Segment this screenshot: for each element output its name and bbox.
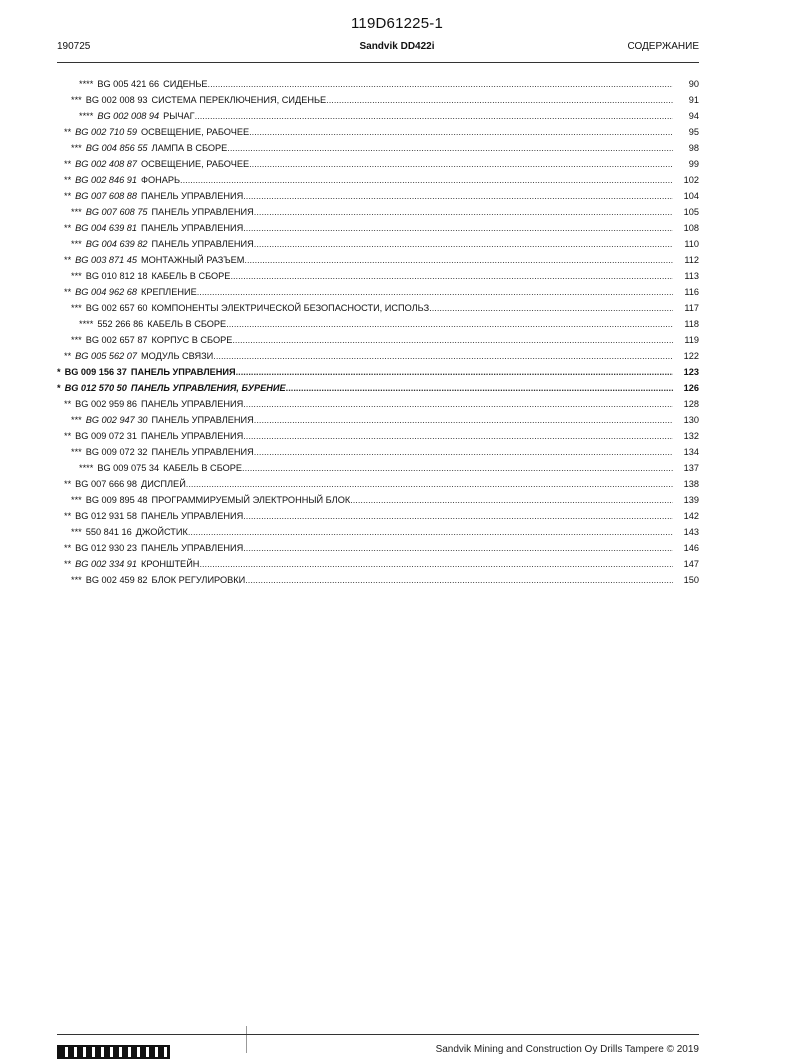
toc-entry[interactable] xyxy=(57,364,699,380)
toc-entry-level: ** xyxy=(64,559,72,569)
toc-entry-page: 146 xyxy=(683,543,699,553)
toc-entry-code: BG 002 657 87 xyxy=(85,335,148,345)
toc-entry-code: BG 009 895 48 xyxy=(85,495,148,505)
toc-entry-code: BG 003 871 45 xyxy=(75,255,137,265)
toc-entry-page: 138 xyxy=(683,479,699,489)
dot-leader xyxy=(197,284,673,300)
toc-entry-title: МОНТАЖНЫЙ РАЗЪЕМ xyxy=(140,255,245,265)
toc-entry-page: 99 xyxy=(688,159,699,169)
toc-entry[interactable] xyxy=(57,332,699,348)
toc-entry-level: *** xyxy=(71,447,82,457)
toc-entry-title: ПАНЕЛЬ УПРАВЛЕНИЯ xyxy=(151,415,254,425)
toc-entry-title: КАБЕЛЬ В СБОРЕ xyxy=(163,463,243,473)
toc-entry-level: * xyxy=(57,383,61,393)
section-title: СОДЕРЖАНИЕ xyxy=(627,41,699,52)
dot-leader xyxy=(230,268,673,284)
toc-entry-code: BG 007 608 88 xyxy=(75,191,137,201)
toc-entry-code: BG 002 459 82 xyxy=(85,575,148,585)
dot-leader xyxy=(432,300,673,316)
toc-entry-page: 132 xyxy=(683,431,699,441)
dot-leader xyxy=(242,460,673,476)
toc-entry-title: РЫЧАГ xyxy=(163,111,195,121)
toc-entry-level: *** xyxy=(71,143,82,153)
toc-entry-title: БЛОК РЕГУЛИРОВКИ xyxy=(151,575,246,585)
toc-entry[interactable] xyxy=(57,428,699,444)
toc-entry-title: КОРПУС В СБОРЕ xyxy=(151,335,233,345)
toc-entry-page: 128 xyxy=(683,399,699,409)
toc-entry-title: СИСТЕМА ПЕРЕКЛЮЧЕНИЯ, СИДЕНЬЕ xyxy=(151,95,327,105)
document-number: 119D61225-1 xyxy=(351,15,443,32)
toc-entry-title: ПАНЕЛЬ УПРАВЛЕНИЯ xyxy=(140,431,244,441)
toc-entry-level: **** xyxy=(79,319,94,329)
dot-leader xyxy=(188,524,673,540)
dot-leader xyxy=(226,316,673,332)
date-code: 190725 xyxy=(57,41,91,52)
dot-leader xyxy=(244,252,673,268)
toc-entry-page: 104 xyxy=(683,191,699,201)
toc-entry-code: BG 002 008 94 xyxy=(97,111,160,121)
dot-leader xyxy=(245,572,673,588)
toc-entry-level: ** xyxy=(64,287,72,297)
toc-entry-page: 110 xyxy=(684,239,699,249)
toc-entry[interactable] xyxy=(57,556,699,572)
toc-entry[interactable] xyxy=(57,204,699,220)
toc-entry-title: КАБЕЛЬ В СБОРЕ xyxy=(147,319,227,329)
toc-entry[interactable] xyxy=(57,172,699,188)
toc-entry[interactable] xyxy=(57,156,699,172)
toc-entry-level: *** xyxy=(71,575,82,585)
toc-entry-level: *** xyxy=(71,495,82,505)
toc-entry-page: 98 xyxy=(688,143,699,153)
toc-entry[interactable] xyxy=(57,188,699,204)
toc-entry-page: 142 xyxy=(683,511,699,521)
toc-entry-page: 94 xyxy=(688,111,699,121)
dot-leader xyxy=(199,556,673,572)
toc-entry-page: 130 xyxy=(683,415,699,425)
toc-entry-code: BG 002 657 60 xyxy=(85,303,148,313)
toc-entry-code: BG 002 947 30 xyxy=(85,415,148,425)
toc-entry-title: ОСВЕЩЕНИЕ, РАБОЧЕЕ xyxy=(140,127,250,137)
toc-entry-level: ** xyxy=(64,223,72,233)
dot-leader xyxy=(186,476,673,492)
toc-entry-page: 117 xyxy=(684,303,699,313)
toc-entry[interactable] xyxy=(57,92,699,108)
toc-entry-level: *** xyxy=(71,207,82,217)
table-of-contents xyxy=(57,76,699,588)
toc-entry-code: BG 002 008 93 xyxy=(85,95,148,105)
toc-entry[interactable] xyxy=(57,348,699,364)
toc-entry[interactable] xyxy=(57,252,699,268)
toc-entry[interactable] xyxy=(57,444,699,460)
dot-leader xyxy=(254,204,673,220)
toc-entry-level: ** xyxy=(64,159,72,169)
dot-leader xyxy=(249,156,673,172)
toc-entry-code: BG 002 959 86 xyxy=(75,399,137,409)
toc-entry-page: 90 xyxy=(688,79,699,89)
toc-entry-code: BG 004 639 81 xyxy=(75,223,137,233)
footer-copyright: Sandvik Mining and Construction Oy Drills Tampere © 2019 xyxy=(435,1044,699,1055)
toc-entry-title: ПАНЕЛЬ УПРАВЛЕНИЯ xyxy=(140,543,244,553)
toc-entry[interactable] xyxy=(57,396,699,412)
toc-entry[interactable] xyxy=(57,508,699,524)
dot-leader xyxy=(326,92,673,108)
toc-entry-code: BG 005 421 66 xyxy=(97,79,160,89)
dot-leader xyxy=(254,444,673,460)
toc-entry-page: 116 xyxy=(684,287,699,297)
toc-entry-level: **** xyxy=(79,463,94,473)
dot-leader xyxy=(243,428,673,444)
toc-entry-title: ПАНЕЛЬ УПРАВЛЕНИЯ xyxy=(140,191,244,201)
toc-entry-page: 139 xyxy=(683,495,699,505)
toc-entry-title: ПАНЕЛЬ УПРАВЛЕНИЯ xyxy=(140,223,244,233)
toc-entry[interactable] xyxy=(57,300,699,316)
toc-entry-title: ОСВЕЩЕНИЕ, РАБОЧЕЕ xyxy=(140,159,250,169)
toc-entry-title: ПАНЕЛЬ УПРАВЛЕНИЯ xyxy=(151,239,254,249)
toc-entry-title: СИДЕНЬЕ xyxy=(163,79,208,89)
toc-entry-level: ** xyxy=(64,127,72,137)
toc-entry-page: 91 xyxy=(688,95,699,105)
toc-entry-level: **** xyxy=(79,111,94,121)
toc-entry[interactable] xyxy=(57,76,699,92)
toc-entry-page: 108 xyxy=(683,223,699,233)
toc-entry-title: ДИСПЛЕЙ xyxy=(140,479,186,489)
toc-entry-code: BG 004 962 68 xyxy=(75,287,137,297)
dot-leader xyxy=(243,540,673,556)
toc-entry-code: BG 009 156 37 xyxy=(64,367,127,377)
dot-leader xyxy=(254,236,673,252)
toc-entry[interactable] xyxy=(57,492,699,508)
toc-entry-code: BG 007 666 98 xyxy=(75,479,137,489)
dot-leader xyxy=(232,332,673,348)
toc-entry-code: BG 012 570 50 xyxy=(64,383,127,393)
dot-leader xyxy=(243,188,673,204)
model-name: Sandvik DD422i xyxy=(359,41,435,52)
dot-leader xyxy=(213,348,673,364)
toc-entry-code: BG 012 930 23 xyxy=(75,543,137,553)
toc-entry-level: *** xyxy=(71,335,82,345)
dot-leader xyxy=(243,220,673,236)
toc-entry-page: 143 xyxy=(683,527,699,537)
toc-entry[interactable] xyxy=(57,380,699,396)
toc-entry-title: КРЕПЛЕНИЕ xyxy=(140,287,197,297)
dot-leader xyxy=(254,412,673,428)
toc-entry-level: *** xyxy=(71,95,82,105)
toc-entry-code: BG 007 608 75 xyxy=(85,207,148,217)
toc-entry-code: BG 010 812 18 xyxy=(85,271,148,281)
toc-entry[interactable] xyxy=(57,476,699,492)
toc-entry-code: 552 266 86 xyxy=(97,319,144,329)
toc-entry-page: 147 xyxy=(683,559,699,569)
toc-entry[interactable] xyxy=(57,540,699,556)
header-rule xyxy=(57,62,699,63)
toc-entry-level: ** xyxy=(64,431,72,441)
toc-entry-title: ЛАМПА В СБОРЕ xyxy=(151,143,228,153)
toc-entry-page: 126 xyxy=(683,383,699,393)
toc-entry-page: 113 xyxy=(684,271,699,281)
toc-entry-page: 119 xyxy=(684,335,699,345)
toc-entry-level: * xyxy=(57,367,61,377)
toc-entry-page: 105 xyxy=(683,207,699,217)
toc-entry-page: 112 xyxy=(684,255,699,265)
toc-entry-code: BG 009 075 34 xyxy=(97,463,160,473)
toc-entry-code: BG 002 710 59 xyxy=(75,127,137,137)
toc-entry-page: 123 xyxy=(683,367,699,377)
toc-entry-code: BG 004 856 55 xyxy=(85,143,148,153)
toc-entry-code: BG 009 072 31 xyxy=(75,431,137,441)
toc-entry[interactable] xyxy=(57,572,699,588)
toc-entry-code: BG 002 846 91 xyxy=(75,175,137,185)
dot-leader xyxy=(286,380,673,396)
dot-leader xyxy=(227,140,673,156)
toc-entry-title: ПАНЕЛЬ УПРАВЛЕНИЯ xyxy=(151,207,254,217)
toc-entry-level: ** xyxy=(64,191,72,201)
toc-entry[interactable] xyxy=(57,460,699,476)
toc-entry-title: ПАНЕЛЬ УПРАВЛЕНИЯ, БУРЕНИЕ xyxy=(130,383,286,393)
toc-entry-code: BG 012 931 58 xyxy=(75,511,137,521)
toc-entry-level: ** xyxy=(64,399,72,409)
toc-entry-title: КРОНШТЕЙН xyxy=(140,559,200,569)
toc-entry-level: ** xyxy=(64,351,72,361)
toc-entry-page: 150 xyxy=(683,575,699,585)
toc-entry-code: BG 002 408 87 xyxy=(75,159,137,169)
toc-entry[interactable] xyxy=(57,524,699,540)
toc-entry-level: ** xyxy=(64,479,72,489)
toc-entry[interactable] xyxy=(57,284,699,300)
dot-leader xyxy=(195,108,673,124)
toc-entry-title: КАБЕЛЬ В СБОРЕ xyxy=(151,271,231,281)
sandvik-logo xyxy=(57,1045,170,1059)
toc-entry-code: BG 009 072 32 xyxy=(85,447,148,457)
dot-leader xyxy=(243,508,673,524)
toc-entry[interactable] xyxy=(57,236,699,252)
toc-entry-title: ФОНАРЬ xyxy=(140,175,181,185)
toc-entry-level: **** xyxy=(79,79,94,89)
toc-entry-page: 122 xyxy=(683,351,699,361)
toc-entry[interactable] xyxy=(57,108,699,124)
toc-entry-page: 134 xyxy=(683,447,699,457)
footer-rule xyxy=(57,1034,699,1035)
footer-divider xyxy=(246,1026,247,1053)
dot-leader xyxy=(243,396,673,412)
toc-entry[interactable] xyxy=(57,316,699,332)
dot-leader xyxy=(208,76,673,92)
toc-entry-title: МОДУЛЬ СВЯЗИ xyxy=(140,351,214,361)
toc-entry-level: ** xyxy=(64,175,72,185)
toc-entry[interactable] xyxy=(57,140,699,156)
toc-entry-level: ** xyxy=(64,543,72,553)
toc-entry-code: BG 004 639 82 xyxy=(85,239,148,249)
toc-entry-level: ** xyxy=(64,511,72,521)
toc-entry-level: *** xyxy=(71,415,82,425)
dot-leader xyxy=(249,124,673,140)
dot-leader xyxy=(236,364,673,380)
toc-entry-level: ** xyxy=(64,255,72,265)
dot-leader xyxy=(180,172,673,188)
toc-entry-code: BG 002 334 91 xyxy=(75,559,137,569)
toc-entry-title: ПАНЕЛЬ УПРАВЛЕНИЯ xyxy=(151,447,254,457)
toc-entry-title: КОМПОНЕНТЫ ЭЛЕКТРИЧЕСКОЙ БЕЗОПАСНОСТИ, ИСПОЛЬЗ. xyxy=(151,303,432,313)
toc-entry-level: *** xyxy=(71,271,82,281)
toc-entry[interactable] xyxy=(57,220,699,236)
toc-entry[interactable] xyxy=(57,412,699,428)
toc-entry-page: 118 xyxy=(684,319,699,329)
toc-entry-title: ДЖОЙСТИК xyxy=(135,527,188,537)
toc-entry-title: ПАНЕЛЬ УПРАВЛЕНИЯ xyxy=(140,511,244,521)
toc-entry[interactable] xyxy=(57,268,699,284)
toc-entry-level: *** xyxy=(71,527,82,537)
dot-leader xyxy=(350,492,673,508)
toc-entry-title: ПАНЕЛЬ УПРАВЛЕНИЯ xyxy=(140,399,244,409)
toc-entry-title: ПРОГРАММИРУЕМЫЙ ЭЛЕКТРОННЫЙ БЛОК xyxy=(151,495,351,505)
toc-entry-code: BG 005 562 07 xyxy=(75,351,137,361)
toc-entry[interactable] xyxy=(57,124,699,140)
toc-entry-code: 550 841 16 xyxy=(85,527,132,537)
toc-entry-level: *** xyxy=(71,303,82,313)
toc-entry-title: ПАНЕЛЬ УПРАВЛЕНИЯ xyxy=(130,367,236,377)
toc-entry-level: *** xyxy=(71,239,82,249)
toc-entry-page: 137 xyxy=(683,463,699,473)
toc-entry-page: 95 xyxy=(688,127,699,137)
toc-entry-page: 102 xyxy=(683,175,699,185)
